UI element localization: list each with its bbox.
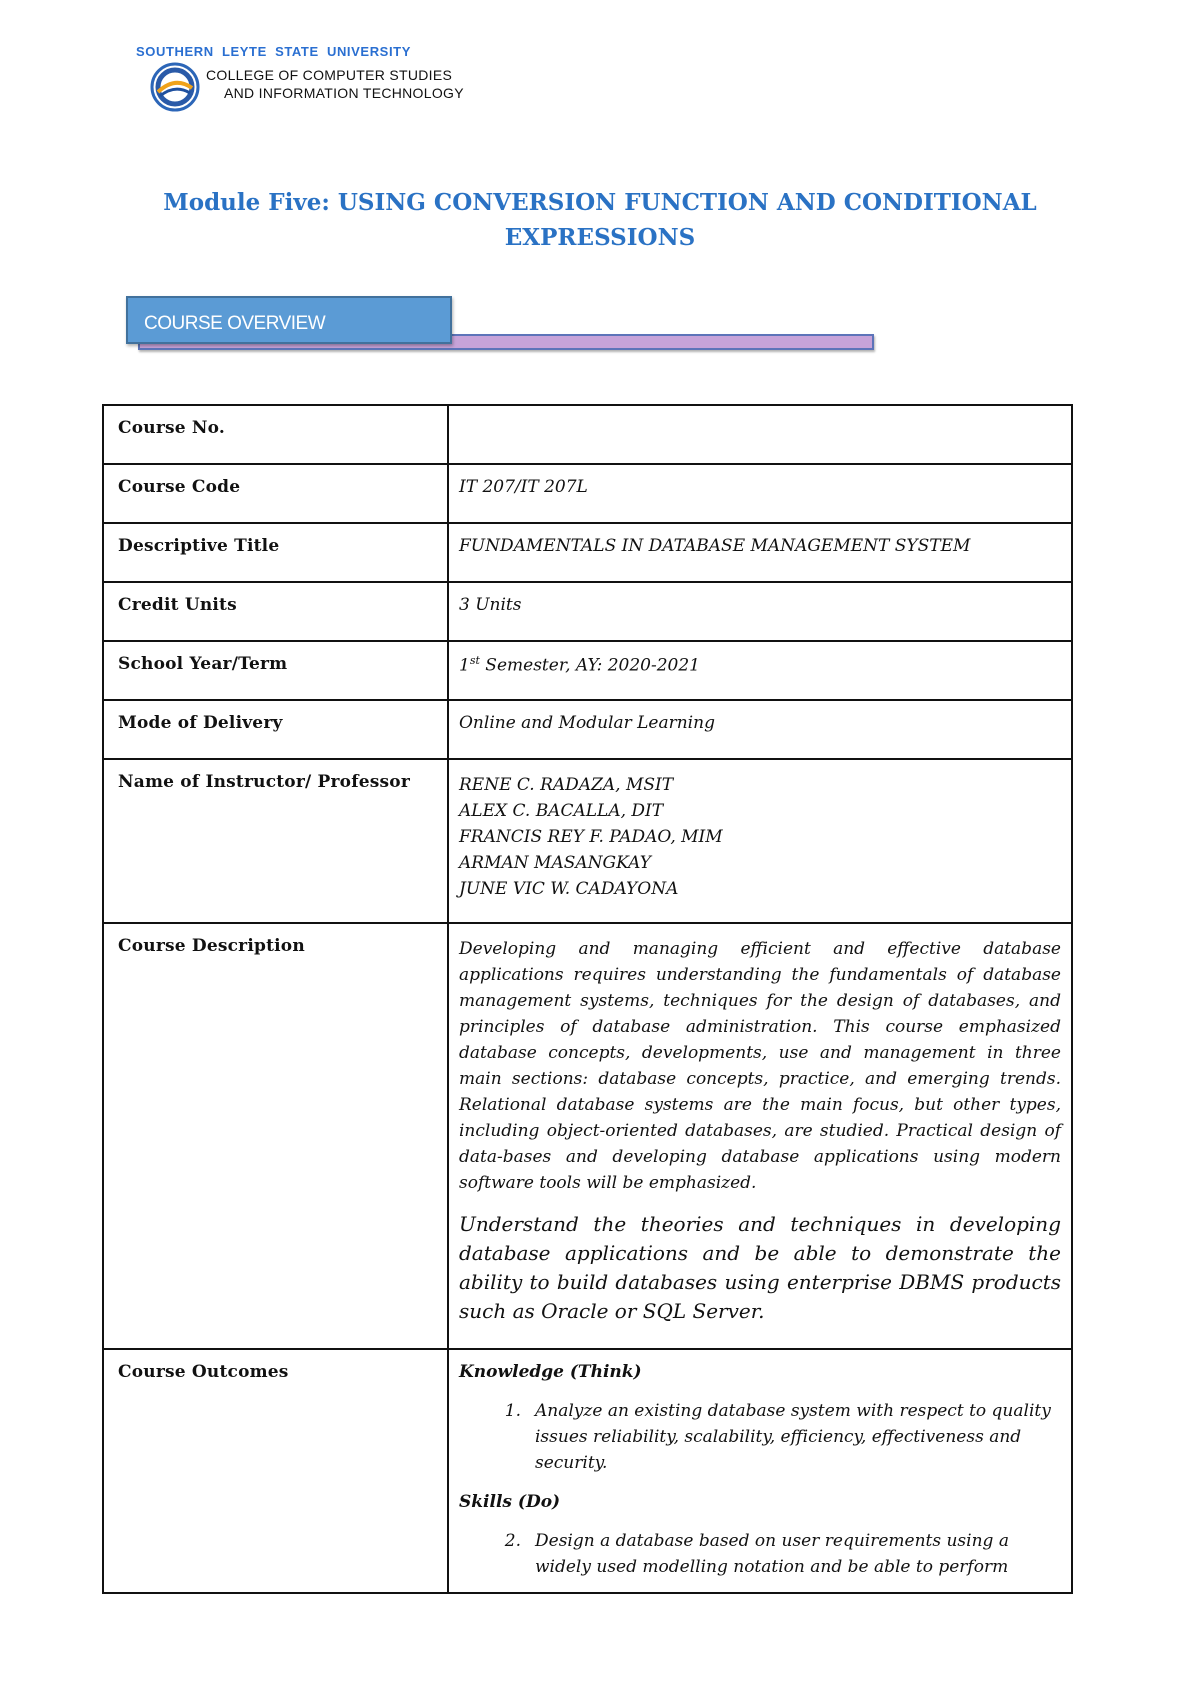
descriptive-title-value: FUNDAMENTALS IN DATABASE MANAGEMENT SYSTEM xyxy=(448,523,1072,582)
table-row xyxy=(103,641,1072,700)
instructor-name: RENE C. RADAZA, MSIT xyxy=(459,775,674,795)
outcome-text: Analyze an existing database system with respect to quality issues reliability, scalability, efficiency, effectiveness and security. xyxy=(535,1401,1051,1473)
outcome-item xyxy=(459,1528,1061,1580)
school-year-sup: st xyxy=(469,654,480,667)
module-title-line-2: EXPRESSIONS xyxy=(504,224,696,251)
college-line-1: COLLEGE OF COMPUTER STUDIES xyxy=(206,67,453,83)
table-row xyxy=(103,759,1072,923)
outcome-item xyxy=(459,1398,1061,1476)
mode-value: Online and Modular Learning xyxy=(448,700,1072,759)
credit-units-value: 3 Units xyxy=(448,582,1072,641)
skills-heading: Skills (Do) xyxy=(459,1492,561,1512)
course-code-value: IT 207/IT 207L xyxy=(448,464,1072,523)
instructors-value xyxy=(448,759,1072,923)
instructor-name: ALEX C. BACALLA, DIT xyxy=(459,801,664,821)
table-row xyxy=(103,923,1072,1349)
table-row xyxy=(103,464,1072,523)
table-row xyxy=(103,523,1072,582)
college-line-2: AND INFORMATION TECHNOLOGY xyxy=(224,85,464,101)
outcome-text: Design a database based on user requirements using a widely used modelling notation and be able to perform xyxy=(535,1531,1009,1577)
knowledge-heading: Knowledge (Think) xyxy=(459,1362,642,1382)
university-name: SOUTHERN LEYTE STATE UNIVERSITY xyxy=(136,44,411,59)
module-title-line-1: Module Five: USING CONVERSION FUNCTION AND CONDITIONAL xyxy=(163,189,1037,216)
course-no-label: Course No. xyxy=(103,405,448,464)
description-label: Course Description xyxy=(103,923,448,1349)
mode-label: Mode of Delivery xyxy=(103,700,448,759)
outcome-number: 2. xyxy=(504,1531,521,1551)
descriptive-title-label: Descriptive Title xyxy=(103,523,448,582)
course-code-label: Course Code xyxy=(103,464,448,523)
school-year-num: 1 xyxy=(459,655,470,676)
banner-label: COURSE OVERVIEW xyxy=(126,296,452,344)
table-row xyxy=(103,405,1072,464)
table-row xyxy=(103,582,1072,641)
outcomes-label: Course Outcomes xyxy=(103,1349,448,1593)
outcomes-value xyxy=(448,1349,1072,1593)
instructors-label: Name of Instructor/ Professor xyxy=(103,759,448,923)
table-row xyxy=(103,1349,1072,1593)
college-name xyxy=(206,66,464,102)
course-no-value xyxy=(448,405,1072,464)
school-year-rest: Semester, AY: 2020-2021 xyxy=(479,655,700,676)
instructor-name: JUNE VIC W. CADAYONA xyxy=(459,879,679,899)
university-seal-icon xyxy=(150,62,200,112)
table-row xyxy=(103,700,1072,759)
description-value xyxy=(448,923,1072,1349)
instructor-name: FRANCIS REY F. PADAO, MIM xyxy=(459,827,723,847)
school-year-label: School Year/Term xyxy=(103,641,448,700)
description-paragraph: Developing and managing efficient and effective database applications requires understanding the fundamentals of database management systems, techniques for the design of databases, and principles of database administration. This course emphasized database concepts, developments, use and management in three main sections: database concepts, practice, and emerging trends. Relational database systems are the main focus, but other types, including object-oriented databases, are studied. Practical design of data-bases and developing database applications using modern software tools will be emphasized. xyxy=(459,939,1061,1193)
course-overview-table xyxy=(102,404,1073,1594)
outcome-number: 1. xyxy=(504,1401,521,1421)
header xyxy=(130,44,550,114)
description-paragraph: Understand the theories and techniques in developing database applications and be able to demonstrate the ability to build databases using enterprise DBMS products such as Oracle or SQL Server. xyxy=(459,1212,1061,1323)
course-overview-banner xyxy=(126,296,886,358)
instructor-name: ARMAN MASANGKAY xyxy=(459,853,651,873)
credit-units-label: Credit Units xyxy=(103,582,448,641)
module-title xyxy=(120,185,1080,255)
school-year-value xyxy=(448,641,1072,700)
